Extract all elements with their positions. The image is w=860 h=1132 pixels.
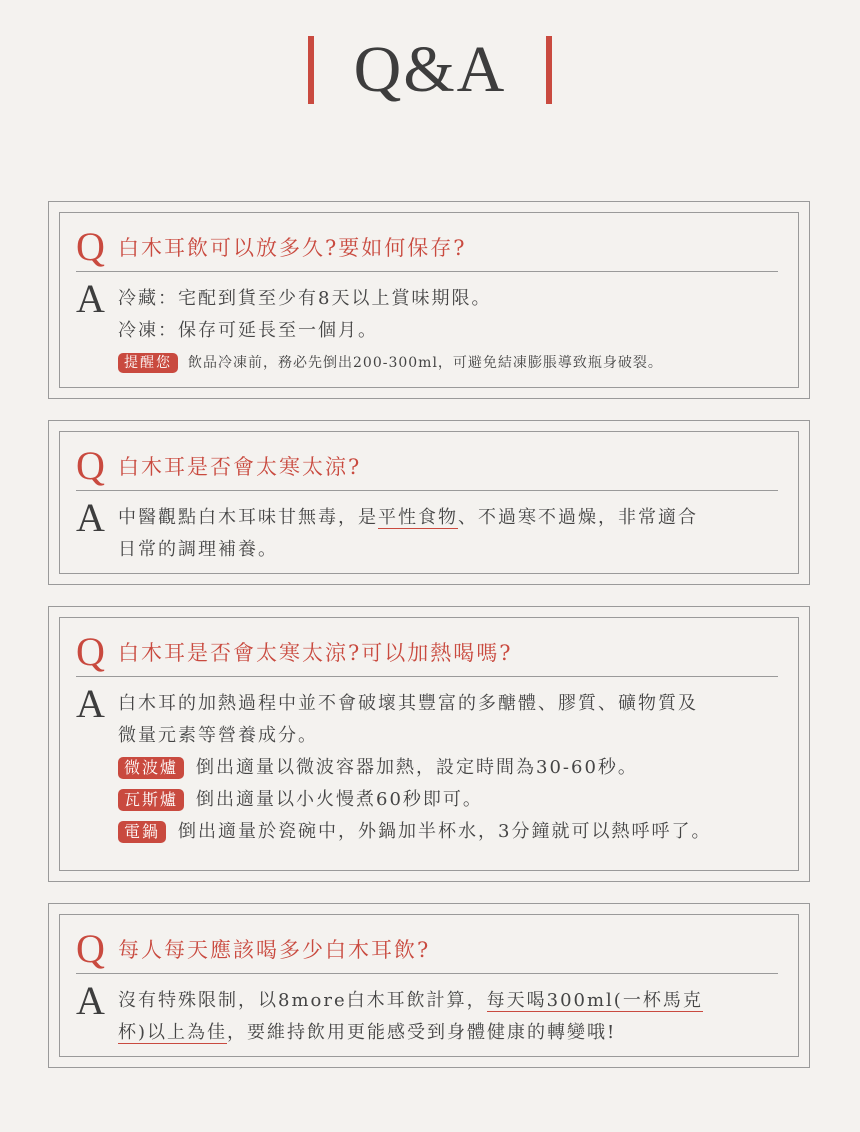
q-letter: Q (76, 224, 105, 269)
method-tag: 電鍋 (118, 821, 166, 843)
answer-line-2: 日常的調理補養。 (118, 539, 278, 560)
method-text: 倒出適量於瓷碗中，外鍋加半杯水，3分鐘就可以熱呼呼了。 (178, 821, 712, 842)
method-text: 倒出適量以微波容器加熱，設定時間為30-60秒。 (196, 757, 638, 778)
tip-text: 飲品冷凍前，務必先倒出200-300ml，可避免結凍膨脹導致瓶身破裂。 (188, 355, 663, 371)
answer-line-1: 白木耳的加熱過程中並不會破壞其豐富的多醣體、膠質、礦物質及 (118, 693, 698, 714)
q-letter: Q (76, 926, 105, 971)
question-text: 每人每天應該喝多少白木耳飲? (118, 938, 431, 962)
a-letter: A (76, 495, 105, 540)
card-inner-frame (59, 914, 799, 1057)
tip-line (118, 347, 782, 379)
a-letter: A (76, 681, 105, 726)
question-text: 白木耳是否會太寒太涼? (118, 455, 362, 479)
title-bar-right (546, 36, 552, 104)
title-bar-left (308, 36, 314, 104)
faq-card-cold (48, 420, 810, 585)
method-gas-stove (118, 784, 782, 816)
answer-line-2: 微量元素等營養成分。 (118, 725, 318, 746)
answer-lines (118, 283, 782, 379)
answer-line-1 (118, 985, 782, 1017)
question-row (76, 628, 778, 677)
answer-line-freezer: 冷凍：保存可延長至一個月。 (118, 320, 378, 341)
q-letter: Q (76, 629, 105, 674)
faq-card-heating (48, 606, 810, 882)
answer-line-fridge: 冷藏：宅配到貨至少有8天以上賞味期限。 (118, 288, 492, 309)
question-row (76, 442, 778, 491)
answer-text: 沒有特殊限制，以8more白木耳飲計算， (118, 990, 487, 1011)
question-text: 白木耳飲可以放多久?要如何保存? (118, 236, 467, 260)
a-letter: A (76, 276, 105, 321)
question-text: 白木耳是否會太寒太涼?可以加熱喝嗎? (118, 641, 513, 665)
card-inner-frame (59, 431, 799, 574)
tip-tag: 提醒您 (118, 353, 178, 373)
page-header (0, 30, 860, 110)
method-tag: 瓦斯爐 (118, 789, 184, 811)
answer-lines (118, 985, 782, 1049)
page-title: Q&A (353, 33, 507, 106)
card-inner-frame (59, 212, 799, 388)
highlight-text: 每天喝300ml(一杯馬克 (486, 990, 703, 1011)
faq-card-storage (48, 201, 810, 399)
highlight-text: 杯)以上為佳 (118, 1022, 228, 1043)
question-row (76, 223, 778, 272)
answer-line-2 (118, 1017, 782, 1049)
highlight-text: 平性食物 (378, 507, 458, 528)
method-microwave (118, 752, 782, 784)
question-row (76, 925, 778, 974)
method-tag: 微波爐 (118, 757, 184, 779)
answer-lines (118, 688, 782, 848)
method-rice-cooker (118, 816, 782, 848)
method-text: 倒出適量以小火慢煮60秒即可。 (196, 789, 483, 810)
q-letter: Q (76, 443, 105, 488)
faq-card-daily-amount (48, 903, 810, 1068)
answer-text: 、不過寒不過燥，非常適合 (458, 507, 698, 528)
a-letter: A (76, 978, 105, 1023)
card-inner-frame (59, 617, 799, 871)
answer-lines (118, 502, 782, 566)
answer-text: ，要維持飲用更能感受到身體健康的轉變哦! (227, 1022, 617, 1043)
answer-text: 中醫觀點白木耳味甘無毒，是 (118, 507, 378, 528)
answer-line-1 (118, 502, 782, 534)
